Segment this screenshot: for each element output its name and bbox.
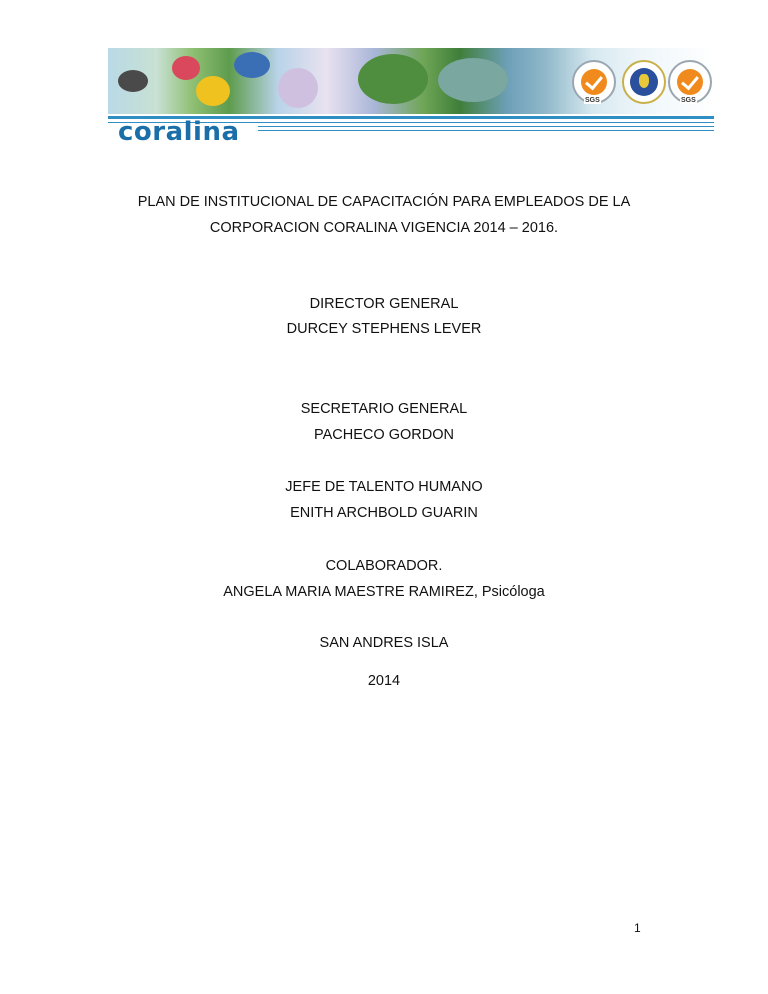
sgs-certification-seal-2 xyxy=(668,60,712,104)
sgs-certification-seal-1 xyxy=(572,60,616,104)
colombia-map-icon xyxy=(630,68,658,96)
flower-image xyxy=(196,76,230,106)
secretary-role: SECRETARIO GENERAL xyxy=(300,401,468,417)
header-banner xyxy=(108,48,714,148)
collaborator-role: COLABORADOR. xyxy=(325,558,443,574)
fish-image xyxy=(234,52,270,78)
collaborator-name: ANGELA MARIA MAESTRE RAMIREZ, Psicóloga xyxy=(223,584,545,600)
forest-image xyxy=(358,54,428,104)
check-icon xyxy=(677,69,703,95)
hibiscus-image xyxy=(172,56,200,80)
document-title-line-1: PLAN DE INSTITUCIONAL DE CAPACITACIÓN PARA EMPLEADOS DE LA xyxy=(137,194,631,210)
stripe xyxy=(258,130,714,131)
director-name: DURCEY STEPHENS LEVER xyxy=(286,321,482,337)
document-title-line-2: CORPORACION CORALINA VIGENCIA 2014 – 2016. xyxy=(209,220,559,236)
check-icon xyxy=(581,69,607,95)
director-role: DIRECTOR GENERAL xyxy=(309,296,459,312)
hr-head-name: ENITH ARCHBOLD GUARIN xyxy=(290,505,478,521)
place: SAN ANDRES ISLA xyxy=(319,635,449,651)
stripe xyxy=(258,126,714,127)
secretary-name: PACHECO GORDON xyxy=(314,427,454,443)
crab-image xyxy=(118,70,148,92)
year: 2014 xyxy=(367,673,401,689)
people-image xyxy=(438,58,508,102)
coral-image xyxy=(278,68,318,108)
page-number: 1 xyxy=(634,921,641,935)
colombia-seal xyxy=(622,60,666,104)
coralina-logo: coralina xyxy=(118,117,240,147)
hr-head-role: JEFE DE TALENTO HUMANO xyxy=(285,479,483,495)
seal-label: SGS xyxy=(585,97,600,104)
seal-label: SGS xyxy=(681,97,696,104)
